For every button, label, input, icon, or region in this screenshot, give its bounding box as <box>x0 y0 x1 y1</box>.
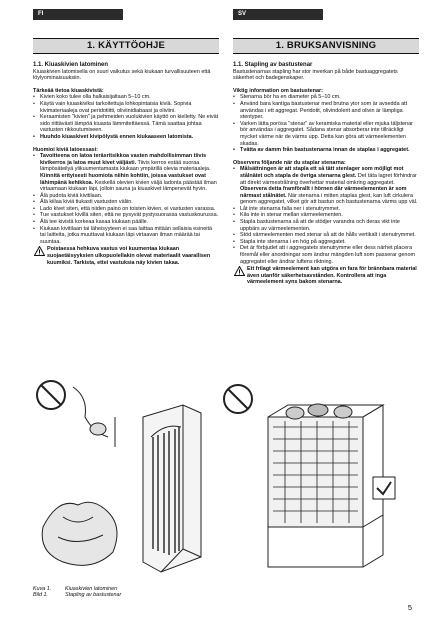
info-list-fi <box>33 94 219 140</box>
page-number: 5 <box>407 603 412 612</box>
warning-icon <box>34 246 45 256</box>
info-title-sv: Viktig information om bastustenar: <box>233 87 323 94</box>
list-item: • Varken lätta porösa "stenar" av keramiska material eller mjuka täljstenar bör användas i aggregatet. Sådana stenar absorberar inte tillräckligt mycket värme när de värms upp. Detta kan göra att värmeelementen skadas. <box>233 121 419 147</box>
list-item: • Kivien koko tulee olla halkaisijaltaan 5–10 cm. <box>33 94 219 101</box>
list-item: • Tue vastukset kivillä siten, että ne pysyvät pystysuorassa vastuskourussa. <box>33 212 219 219</box>
column-finnish <box>33 38 219 266</box>
heater-elements-drawing <box>143 405 201 572</box>
stacked-heater-drawing <box>224 385 395 567</box>
section-title-fi: 1. KÄYTTÖOHJE <box>33 38 219 54</box>
list-item: • Stapla inte stenarna i en hög på aggregatet. <box>233 239 419 246</box>
list-item: • Tavoitteena on latoa teräsritsikkoa vasten mahdollisimman tiivis kivikerros ja latoa muut kivet väljästi. Tiivis kerros estää suoraa lämpösäteilyä ylikuumentamasta kiukaan ympärillä olevia materiaaleja. Kiinnitä erityisesti huomiota niihin kohtiin, joissa vastukset ovat lähimpänä kehikkoa. Keskellä olevien kivien väljä ladonta päästää ilman virtaamaan kiukaan läpi, jolloin sauna ja kiuaskivet lämpenevät hyvin. <box>33 153 219 193</box>
stone-stacking-illustration <box>33 377 413 582</box>
list-item: • Målsättningen är att stapla ett så tätt stenlager som möjligt mot stålnätet och stapla de övriga stenarna glest. Det täta lagret förhindrar att direkt värmestrålning överhettar material omkring aggregatet. Observera detta framförallt i hörnen där värmeelementen är som närmast stålnätet. När stenarna i mitten staplas glest, kan luft cirkulera genom aggregatet, vilket gör att bastun och bastustenarna värms upp väl. <box>233 166 419 206</box>
subtitle-sv: 1.1. Stapling av bastustenar <box>233 62 313 68</box>
intro-sv: Bastustenarnas stapling har stor inverkan på både bastuaggregatets säkerhet och badegenskaper. <box>233 68 398 82</box>
language-tag-sv: SV <box>233 9 323 20</box>
list-item: • Keraamisten "kivien" ja pehmeiden vuolukivien käyttö on kielletty. Ne eivät sido riittävästi lämpöä kiuasta lämmitettäessä. Tämä saattaa johtaa vastusten rikkoutumiseen. <box>33 114 219 134</box>
list-item: • Käytä vain kiuaskiviksi tarkoitettuja lohkopintaisia kiviä. Sopivia kivimateriaaleja ovat peridotiitti, oliviinidiabaasi ja oliviini. <box>33 101 219 114</box>
list-item: • Använd bara kantiga bastustenar med brutna ytor som är avsedda att användas i ett aggregat. Peridotit, olivindolerit and olivin är lämpliga stentyper. <box>233 101 419 121</box>
caption-text-fi: Kiuaskivien latominen <box>65 586 118 592</box>
warning-fi: Poistaessa hehkuva vastus voi kuumentaa kiukaan suojaetäisyyksien ulkopuolellakin olevat materiaalit vaarallisen kuumiksi. Tarkista, ettei vastuksia näy kivien takaa. <box>33 246 219 266</box>
list-item: • Älä tee kivistä korkeaa kasaa kiukaan päälle. <box>33 219 219 226</box>
warning-icon <box>234 266 245 276</box>
info-title-fi: Tärkeää tietoa kiuaskivistä: <box>33 87 104 94</box>
note-list-sv <box>233 166 419 265</box>
list-item: • Tvätta av damm från bastustenarna innan de staplas i aggregatet. <box>233 147 419 154</box>
list-item: • Stapla bastustenarna så att de stödjer varandra och deras vikt inte uppbärs av värmeelementen. <box>233 219 419 232</box>
no-dropping-stones-drawing <box>37 381 115 447</box>
note-title-fi: Huomioi kiviä latoessasi: <box>33 146 98 153</box>
list-item: • Stenarna bör ha en diameter på 5–10 cm. <box>233 94 419 101</box>
note-list-fi <box>33 153 219 245</box>
body-text-sv <box>233 62 419 286</box>
warning-sv: Ett frilagt värmeelement kan utgöra en fara för brännbara material även utanför säkerhetsavstånden. Kontrollera att inga värmeelement syns bakom stenarna. <box>233 266 419 286</box>
list-item: • Lado kivet siten, että niiden paino on toisten kivien, ei vastusten varassa. <box>33 206 219 213</box>
subtitle-fi: 1.1. Kiuaskivien latominen <box>33 62 109 68</box>
figure-caption <box>33 586 121 599</box>
note-title-sv: Observera följande när du staplar stenarna: <box>233 159 346 166</box>
hand-stacking-drawing <box>42 502 117 565</box>
caption-text-sv: Stapling av bastustenar <box>65 592 122 599</box>
list-item: • Låt inte stenarna falla ner i stenutrymmet. <box>233 206 419 213</box>
list-item: • Älä kiilaa kiviä tiukasti vastusten väliin. <box>33 199 219 206</box>
language-tag-fi: FI <box>33 9 123 20</box>
column-swedish <box>233 38 419 286</box>
list-item: • Älä pudota kiviä kivitilaan. <box>33 193 219 200</box>
intro-fi: Kiuaskivien latomisella on suuri vaikutus sekä kiukaan turvallisuuteen että löylyominaisuuksiin. <box>33 68 211 82</box>
section-title-sv: 1. BRUKSANVISNING <box>233 38 419 54</box>
info-list-sv <box>233 94 419 153</box>
list-item: • Stöd värmeelementen med stenar så att de hålls vertikalt i stenutrymmet. <box>233 232 419 239</box>
body-text-fi <box>33 62 219 266</box>
list-item: • Huuhdo kiuaskivet kivipölystä ennen kiukaaseen latomista. <box>33 134 219 141</box>
caption-number-sv: Bild 1. <box>33 592 48 599</box>
list-item: • Kila inte in stenar mellan värmeelementen. <box>233 212 419 219</box>
list-item: • Det är förbjudet att i aggregatets stenutrymme eller dess närhet placera föremål eller anordningar som ändrar mängden luft som passerar genom aggregatet eller ändrar luftens riktning. <box>233 245 419 265</box>
list-item: • Kiukaan kivitilaan tai läheisyyteen ei saa laittaa mitään sellaisia esineitä tai laitteita, jotka muuttavat kiukaan läpi virtaavan ilman määrää tai suuntaa. <box>33 226 219 246</box>
caption-number-fi: Kuva 1. <box>33 586 52 592</box>
